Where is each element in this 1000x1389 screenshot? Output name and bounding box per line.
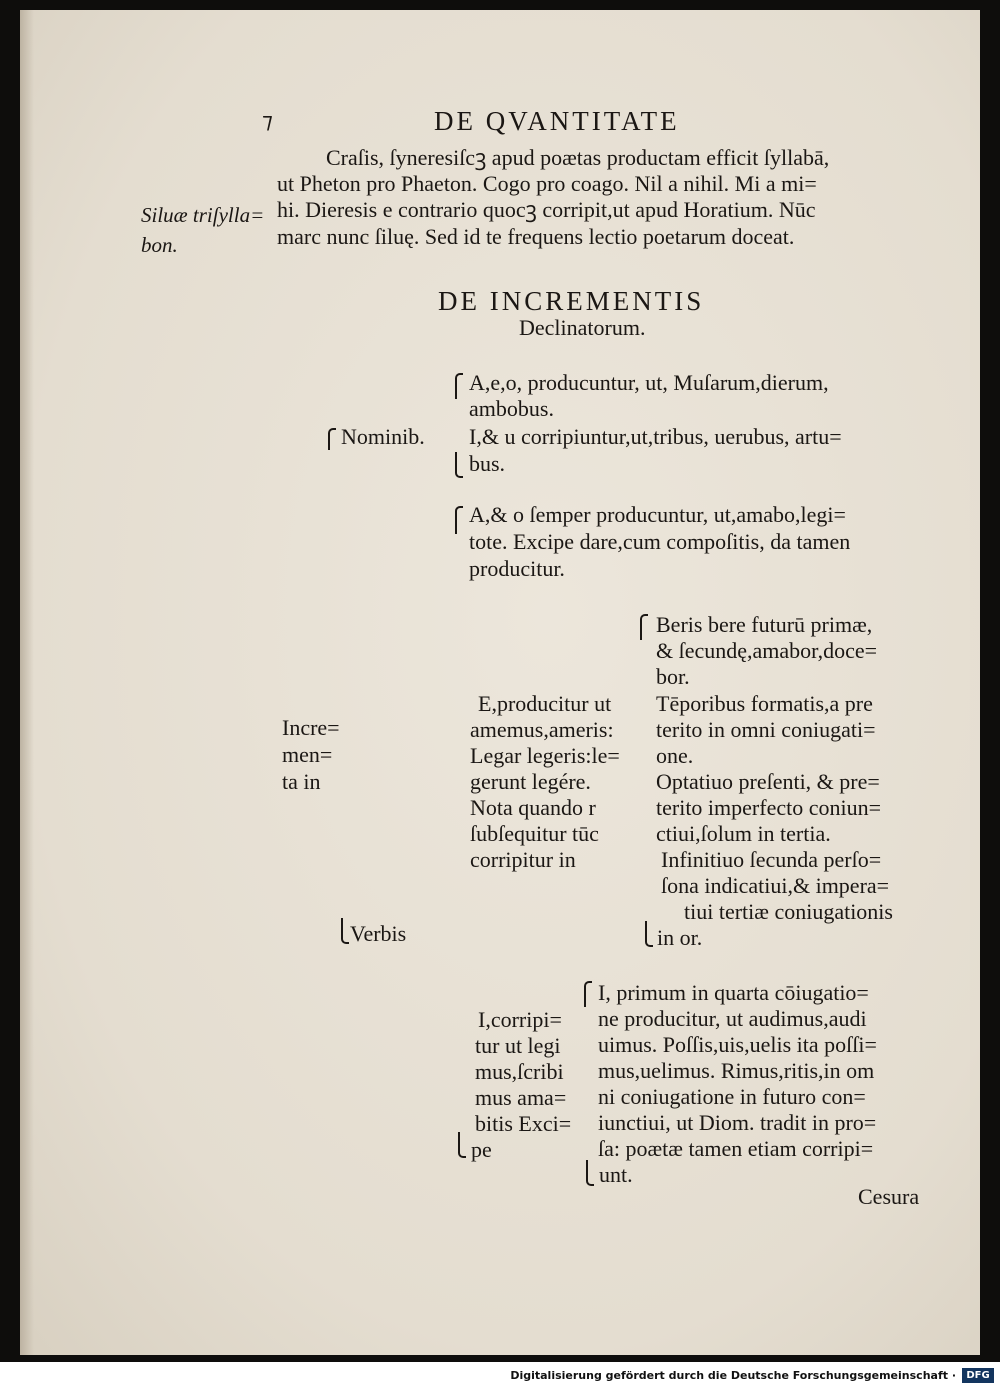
verbi-e-right-line-3: bor. — [656, 664, 690, 689]
verbi-i-right-line-3: uimus. Poſſis,uis,uelis ita poſſi= — [598, 1032, 877, 1057]
margin-note-line-1: Siluæ triſylla= — [141, 203, 265, 227]
intro-line-3: hi. Dieresis e contrario quocꝫ corripit,ut apud Horatium. Nūc — [277, 197, 816, 222]
verbi-e-upper-brace — [640, 614, 648, 640]
verbi-e-mid-line-1: E,producitur ut — [478, 691, 612, 716]
nomina-label: Nominib. — [341, 424, 425, 449]
verbi-i-lower-brace — [586, 1160, 594, 1186]
verbi-e-mid-line-4: gerunt legére. — [470, 769, 591, 794]
intro-line-2: ut Pheton pro Phaeton. Cogo pro coago. Nil a nihil. Mi a mi= — [277, 171, 817, 196]
verbi-e-mid-line-3: Legar legeris:le= — [470, 743, 620, 768]
verbi-i-right-line-7: ſa: poætæ tamen etiam corripi= — [598, 1136, 874, 1161]
verbi-e-right-line-6: one. — [656, 743, 694, 768]
verbi-e-mid-line-5: Nota quando r — [470, 795, 596, 820]
verbi-e-right-line-5: terito in omni coniugati= — [656, 717, 876, 742]
verbi-e-right-line-10: Infinitiuo ſecunda perſo= — [661, 847, 882, 872]
verbi-e-mid-line-6: ſubſequitur tūc — [470, 821, 599, 846]
verbi-e-right-line-4: Tēporibus formatis,a pre — [656, 691, 873, 716]
section-heading: DE INCREMENTIS — [438, 286, 705, 316]
incrementa-label-2: men= — [282, 742, 333, 767]
dfg-logo: DFG — [962, 1368, 994, 1383]
incrementa-label-1: Incre= — [282, 715, 340, 740]
nomina-brace — [328, 428, 336, 450]
margin-note-line-2: bon. — [141, 233, 178, 257]
verbi-ao-line-3: producitur. — [469, 556, 565, 581]
verbi-e-lower-brace — [645, 921, 653, 947]
nomina-lower-brace — [455, 452, 463, 478]
verbi-i-mid-line-1: I,corripi= — [478, 1007, 562, 1032]
nomina-line-1: A,e,o, producuntur, ut, Muſarum,dierum, — [469, 370, 829, 395]
nomina-line-2: ambobus. — [469, 396, 554, 421]
page-spine-shadow — [20, 10, 34, 1355]
running-head: DE QVANTITATE — [434, 106, 680, 136]
nomina-upper-brace — [455, 373, 463, 399]
incrementa-label-3: ta in — [282, 769, 321, 794]
verbi-i-mid-brace — [458, 1132, 466, 1158]
nomina-line-4: bus. — [469, 451, 506, 476]
verbi-ao-line-2: tote. Excipe dare,cum compoſitis, da tamen — [469, 529, 851, 554]
verbi-i-mid-line-2: tur ut legi — [475, 1033, 561, 1058]
verbi-i-upper-brace — [584, 981, 592, 1007]
verbi-i-right-line-2: ne producitur, ut audimus,audi — [598, 1006, 867, 1031]
verbi-e-right-line-8: terito imperfecto coniun= — [656, 795, 881, 820]
verbi-ao-line-1: A,& o ſemper producuntur, ut,amabo,legi= — [469, 502, 846, 527]
verbi-e-right-line-2: & ſecundę,amabor,doce= — [656, 638, 878, 663]
verbi-i-mid-line-5: bitis Exci= — [475, 1111, 572, 1136]
verbis-brace — [341, 918, 349, 944]
verbi-i-right-line-1: I, primum in quarta cōiugatio= — [598, 980, 869, 1005]
verbi-i-right-line-4: mus,uelimus. Rimus,ritis,in om — [598, 1058, 875, 1083]
verbi-e-mid-line-7: corripitur in — [470, 847, 576, 872]
footer-bar — [0, 1362, 1000, 1389]
intro-line-1: Craſis, ſyneresiſcꝫ apud poætas productam efficit ſyllabā, — [326, 145, 830, 170]
verbi-e-right-line-13: in or. — [657, 925, 703, 950]
verbi-i-right-line-8: unt. — [599, 1162, 633, 1187]
verbi-i-mid-line-6: pe — [471, 1137, 492, 1162]
nomina-line-3: I,& u corripiuntur,ut,tribus, uerubus, artu= — [469, 424, 842, 449]
intro-line-4: marc nunc ſiluę. Sed id te frequens lectio poetarum doceat. — [277, 224, 795, 249]
verbi-i-right-line-6: iunctiui, ut Diom. tradit in pro= — [598, 1110, 877, 1135]
section-subheading: Declinatorum. — [519, 315, 646, 340]
footer-credit: Digitalisierung gefördert durch die Deutsche Forschungsgemeinschaft · — [510, 1369, 956, 1382]
verbi-ao-brace — [455, 506, 463, 534]
verbi-e-right-line-11: ſona indicatiui,& impera= — [661, 873, 890, 898]
verbis-label: Verbis — [350, 921, 407, 946]
verbi-i-mid-line-3: mus,ſcribi — [475, 1059, 564, 1084]
verbi-e-right-line-7: Optatiuo preſenti, & pre= — [656, 769, 880, 794]
verbi-i-mid-line-4: mus ama= — [475, 1085, 567, 1110]
verbi-i-right-line-5: ni coniugatione in futuro con= — [598, 1084, 866, 1109]
verbi-e-right-line-12: tiui tertiæ coniugationis — [684, 899, 893, 924]
catchword: Cesura — [858, 1184, 920, 1209]
running-head-mark: ⁊ — [262, 108, 273, 133]
verbi-e-mid-line-2: amemus,ameris: — [470, 717, 614, 742]
verbi-e-right-line-9: ctiui,ſolum in tertia. — [656, 821, 831, 846]
verbi-e-right-line-1: Beris bere futurū primæ, — [656, 612, 873, 637]
